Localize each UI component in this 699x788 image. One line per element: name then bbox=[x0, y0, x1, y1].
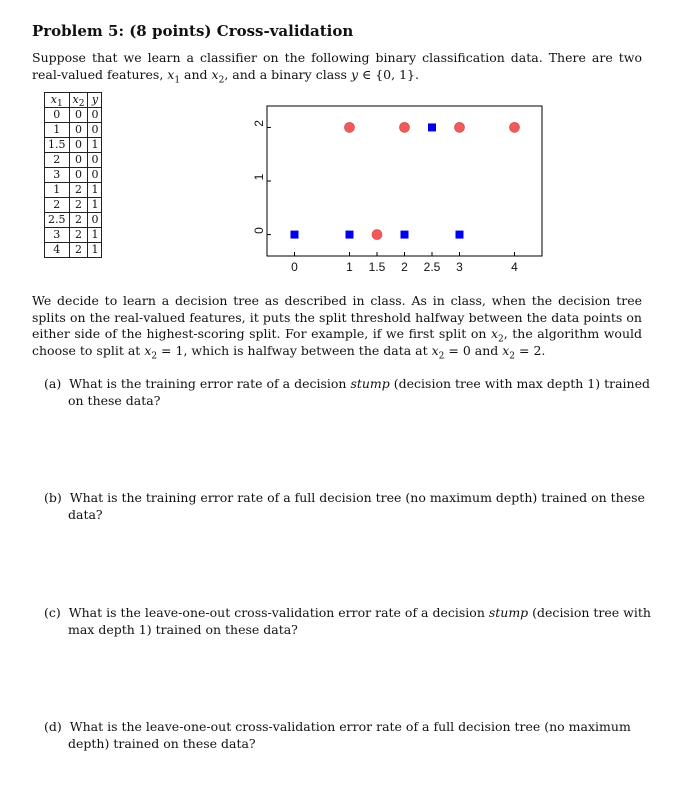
y-tick-label: 1 bbox=[252, 173, 266, 181]
table-cell: 3 bbox=[45, 168, 70, 183]
table-row bbox=[45, 138, 102, 153]
table-row bbox=[45, 198, 102, 213]
x-tick-label: 2 bbox=[401, 260, 408, 274]
x-tick-label: 3 bbox=[456, 260, 463, 274]
table-cell: 1 bbox=[45, 183, 70, 198]
table-cell: 2 bbox=[69, 228, 88, 243]
table-cell: 1 bbox=[88, 243, 102, 258]
table-cell: 2.5 bbox=[45, 213, 70, 228]
table-cell: 0 bbox=[88, 123, 102, 138]
intro-paragraph: Suppose that we learn a classifier on the following binary classification data. There are two real-valued features, $x_1$ and $x_2$, and a binary class y ∈ {0, 1}. bbox=[32, 50, 642, 85]
y-tick-label: 0 bbox=[252, 227, 266, 234]
table-row bbox=[45, 243, 102, 258]
table-cell: 2 bbox=[69, 243, 88, 258]
table-cell: 0 bbox=[45, 108, 70, 123]
question-b: (b) What is the training error rate of a full decision tree (no maximum depth) trained on these data? bbox=[44, 490, 645, 522]
scatter-plot bbox=[225, 100, 555, 290]
header-x1: $x_1$ bbox=[45, 93, 70, 108]
table-header-row bbox=[45, 93, 102, 108]
table-row bbox=[45, 108, 102, 123]
class-0-point bbox=[291, 231, 299, 239]
table-cell: 1 bbox=[88, 138, 102, 153]
class-0-point bbox=[346, 231, 354, 239]
class-1-point bbox=[372, 230, 382, 240]
class-1-point bbox=[400, 122, 410, 132]
table-cell: 0 bbox=[69, 168, 88, 183]
table-cell: 2 bbox=[69, 213, 88, 228]
table-cell: 2 bbox=[45, 153, 70, 168]
question-c: (c) What is the leave-one-out cross-validation error rate of a decision stump (decision tree with max depth 1) trained on these data? bbox=[44, 605, 651, 637]
table-cell: 0 bbox=[88, 108, 102, 123]
table-cell: 2 bbox=[45, 198, 70, 213]
class-0-point bbox=[456, 231, 464, 239]
table-row bbox=[45, 183, 102, 198]
table-cell: 2 bbox=[69, 198, 88, 213]
x-tick-label: 0 bbox=[291, 260, 298, 274]
class-1-point bbox=[345, 122, 355, 132]
table-row bbox=[45, 123, 102, 138]
table-row bbox=[45, 213, 102, 228]
table-cell: 0 bbox=[88, 153, 102, 168]
table-cell: 1 bbox=[88, 183, 102, 198]
y-tick-label: 2 bbox=[252, 120, 266, 127]
table-row bbox=[45, 153, 102, 168]
table-cell: 0 bbox=[88, 168, 102, 183]
table-row bbox=[45, 228, 102, 243]
table-cell: 0 bbox=[69, 138, 88, 153]
header-y: y bbox=[88, 93, 102, 108]
problem-title: Problem 5: (8 points) Cross-validation bbox=[32, 22, 354, 40]
question-d: (d) What is the leave-one-out cross-validation error rate of a full decision tree (no maximum depth) trained on these data? bbox=[44, 719, 631, 751]
class-0-point bbox=[428, 123, 436, 131]
x-tick-label: 1.5 bbox=[368, 260, 386, 274]
table-cell: 1.5 bbox=[45, 138, 70, 153]
x-tick-label: 4 bbox=[511, 260, 518, 274]
table-cell: 3 bbox=[45, 228, 70, 243]
table-row bbox=[45, 168, 102, 183]
table-cell: 0 bbox=[88, 213, 102, 228]
class-1-point bbox=[510, 122, 520, 132]
table-cell: 1 bbox=[88, 198, 102, 213]
table-cell: 2 bbox=[69, 183, 88, 198]
table-cell: 0 bbox=[69, 153, 88, 168]
x-tick-label: 1 bbox=[346, 260, 353, 274]
x-tick-label: 2.5 bbox=[423, 260, 441, 274]
description-paragraph: We decide to learn a decision tree as described in class. As in class, when the decision tree splits on the real-valued features, it puts the split threshold halfway between the data points on either side of the highest-scoring split. For example, if we first split on $x_2$, the algorithm would choose to split at $x_2 = 1$, which is halfway between the data at $x_2 = 0$ and $x_2 = 2$. bbox=[32, 293, 642, 361]
class-0-point bbox=[401, 231, 409, 239]
table-cell: 0 bbox=[69, 108, 88, 123]
table-cell: 0 bbox=[69, 123, 88, 138]
table-cell: 1 bbox=[45, 123, 70, 138]
table-cell: 4 bbox=[45, 243, 70, 258]
table-cell: 1 bbox=[88, 228, 102, 243]
class-1-point bbox=[455, 122, 465, 132]
header-x2: $x_2$ bbox=[69, 93, 88, 108]
question-a: (a) What is the training error rate of a decision stump (decision tree with max depth 1) trained on these data? bbox=[44, 376, 650, 408]
data-table bbox=[44, 92, 102, 258]
